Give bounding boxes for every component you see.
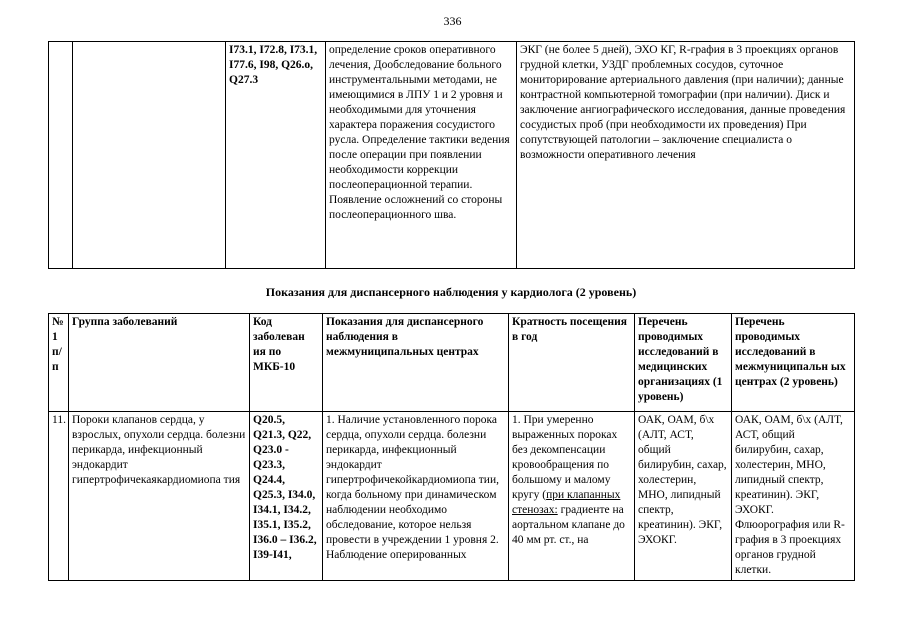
indications-cell: определение сроков оперативного лечения, Дообследование больного инструментальными методами, не имеющимися в ЛПУ 1 и 2 уровня и необходимыми для уточнения характера поражения сосудистого русла. Определение тактики ведения после операции при появлении необходимости коррекции послеоперационной терапии. Появление осложнений со стороны послеоперационного шва. [326,42,517,269]
empty-cell [73,42,226,269]
table-continued [48,41,855,269]
studies-cell: ЭКГ (не более 5 дней), ЭХО КГ, R-графия в 3 проекциях органов грудной клетки, УЗДГ проблемных сосудов, суточное мониторирование артериального давления (при наличии); данные контрастной компьютерной томографии (при наличии). Диск и заключение ангиографического исследования, данные проведения сосудистых проб (при необходимости их проведения) При сопутствующей патологии – заключение специалиста о возможности оперативного лечения [517,42,855,269]
frequency-underlined-text: при клапанных стенозах: [512,489,621,516]
page-number: 336 [443,14,462,28]
section-title: Показания для диспансерного наблюдения у кардиолога (2 уровень) [265,285,637,299]
header-code: Код заболеван ия по МКБ-10 [250,314,323,412]
frequency-text: 1. При умеренно выраженных пороках без декомпенсации кровообращения по большому и малому кругу ( [512,414,618,501]
frequency-text-cont: градиенте на аортальном клапане до 40 мм рт. ст., на [512,504,625,546]
icd-codes-cell: Q20.5, Q21.3, Q22, Q23.0 - Q23.3, Q24.4, Q25.3, I34.0, I34.1, I34.2, I35.1, I35.2, I36.0 – I36.2, I39-I41, [250,412,323,581]
studies-level2-cell: ОАК, ОАМ, б\х (АЛТ, АСТ, общий билирубин, сахар, холестерин, МНО, липидный спектр, креатинин). ЭКГ, ЭХОКГ. Флюорография или R-графия в 3 проекциях органов грудной клетки. [732,412,855,581]
icd-codes-cell: I73.1, I72.8, I73.1, I77.6, I98, Q26.о, Q27.3 [226,42,326,269]
frequency-cell [509,412,635,581]
header-studies-level1: Перечень проводимых исследований в медицинских организациях (1 уровень) [635,314,732,412]
table-row [49,412,855,581]
empty-cell [49,42,73,269]
header-indications: Показания для диспансерного наблюдения в межмуниципальных центрах [323,314,509,412]
disease-group-cell: Пороки клапанов сердца, у взрослых, опухоли сердца. болезни перикарда, инфекционный эндокардит гипертрофичекаякардиомиопа тия [69,412,250,581]
header-frequency: Кратность посещения в год [509,314,635,412]
table-header-row [49,314,855,412]
row-number: 11. [49,412,69,581]
header-group: Группа заболеваний [69,314,250,412]
table-row [49,42,855,269]
header-studies-level2: Перечень проводимых исследований в межмуниципальн ых центрах (2 уровень) [732,314,855,412]
dispensary-table [48,313,855,581]
header-num: № 1 п/п [49,314,69,412]
studies-level1-cell: ОАК, ОАМ, б\х (АЛТ, АСТ, общий билирубин, сахар, холестерин, МНО, липидный спектр, креатинин). ЭКГ, ЭХОКГ. [635,412,732,581]
indications-cell: 1. Наличие установленного порока сердца, опухоли сердца. болезни перикарда, инфекционный эндокардит гипертрофичекойкардиомиопа тии, когда больному при динамическом наблюдении необходимо обследование, которое нельзя провести в учреждении 1 уровня 2. Наблюдение оперированных [323,412,509,581]
